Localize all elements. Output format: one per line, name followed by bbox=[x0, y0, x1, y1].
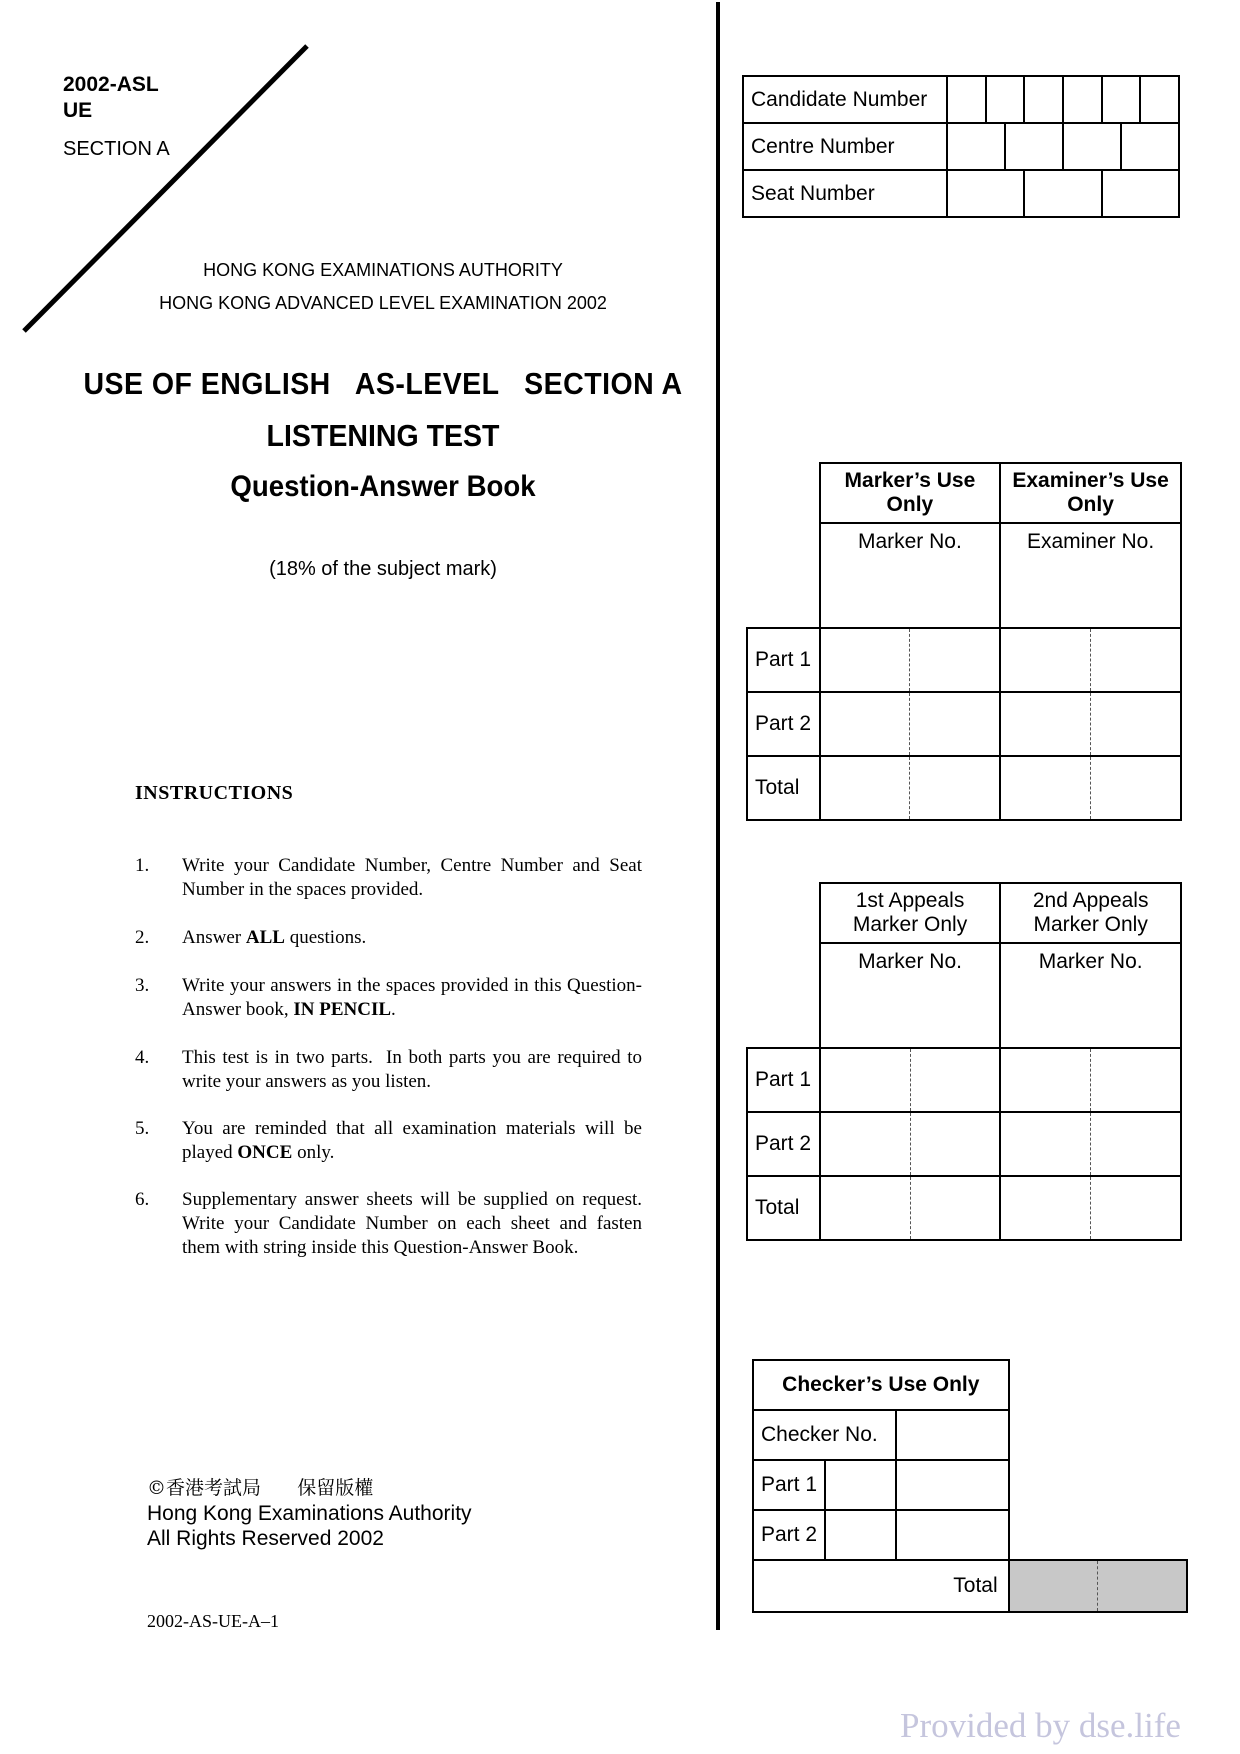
appeals-marker-no-cell[interactable] bbox=[820, 943, 1001, 1048]
seat-number-label: Seat Number bbox=[743, 170, 947, 217]
candidate-number-label: Candidate Number bbox=[743, 76, 947, 123]
row-label: Part 2 bbox=[747, 692, 820, 756]
candidate-number-box[interactable] bbox=[1063, 76, 1102, 123]
centre-number-box[interactable] bbox=[1006, 124, 1064, 169]
score-cell[interactable] bbox=[1091, 1176, 1181, 1240]
score-cell[interactable] bbox=[910, 1112, 1000, 1176]
checker-no-cell[interactable] bbox=[896, 1410, 1008, 1460]
seat-number-box[interactable] bbox=[948, 171, 1025, 216]
checker-cell[interactable] bbox=[896, 1460, 1008, 1510]
candidate-number-box[interactable] bbox=[1024, 76, 1063, 123]
row-label: Part 2 bbox=[747, 1112, 820, 1176]
checker-cell[interactable] bbox=[896, 1510, 1008, 1560]
score-cell[interactable] bbox=[1091, 692, 1181, 756]
candidate-number-box[interactable] bbox=[1102, 76, 1141, 123]
score-cell[interactable] bbox=[910, 628, 1000, 692]
instruction-number: 1. bbox=[135, 855, 150, 876]
authority-line2: HONG KONG ADVANCED LEVEL EXAMINATION 2002 bbox=[159, 293, 607, 313]
score-cell[interactable] bbox=[1000, 1176, 1090, 1240]
centre-number-boxes bbox=[947, 123, 1179, 170]
score-cell[interactable] bbox=[1000, 692, 1090, 756]
score-cell[interactable] bbox=[1091, 1048, 1181, 1112]
examiner-no-label: Examiner No. bbox=[1026, 530, 1155, 553]
score-cell[interactable] bbox=[910, 756, 1000, 820]
centre-number-box[interactable] bbox=[1064, 124, 1122, 169]
score-cell[interactable] bbox=[1000, 756, 1090, 820]
appeals-marker-no-cell[interactable] bbox=[1000, 943, 1181, 1048]
watermark: Provided by dse.life bbox=[900, 1706, 1181, 1745]
seat-number-box[interactable] bbox=[1025, 171, 1102, 216]
copyright-line2: All Rights Reserved 2002 bbox=[147, 1527, 384, 1550]
instruction-number: 5. bbox=[135, 1118, 150, 1139]
instruction-text: Write your answers in the spaces provided in this Question-Answer book, IN PENCIL. bbox=[182, 975, 642, 1020]
score-cell[interactable] bbox=[1000, 1112, 1090, 1176]
candidate-number-box[interactable] bbox=[986, 76, 1025, 123]
checker-cell[interactable] bbox=[825, 1460, 896, 1510]
score-cell[interactable] bbox=[820, 692, 910, 756]
score-cell[interactable] bbox=[820, 628, 910, 692]
second-appeals-header: 2nd Appeals Marker Only bbox=[1000, 883, 1181, 943]
marker-no-label: Marker No. bbox=[858, 950, 962, 973]
candidate-info-table bbox=[742, 75, 1180, 218]
score-cell[interactable] bbox=[820, 1048, 910, 1112]
instruction-number: 6. bbox=[135, 1189, 150, 1210]
marker-examiner-table bbox=[746, 462, 1182, 821]
score-cell[interactable] bbox=[910, 1048, 1000, 1112]
score-cell[interactable] bbox=[1091, 628, 1181, 692]
vertical-divider bbox=[716, 2, 720, 1630]
exam-title: USE OF ENGLISH AS-LEVEL SECTION A bbox=[83, 366, 683, 401]
instruction-text: Write your Candidate Number, Centre Number and Seat Number in the spaces provided. bbox=[182, 855, 642, 900]
row-label: Total bbox=[747, 1176, 820, 1240]
subject-mark: (18% of the subject mark) bbox=[269, 558, 497, 580]
copyright-block bbox=[147, 1476, 472, 1551]
instruction-number: 2. bbox=[135, 927, 150, 948]
score-cell[interactable] bbox=[1000, 1048, 1090, 1112]
instruction-number: 4. bbox=[135, 1047, 150, 1068]
marker-no-label: Marker No. bbox=[857, 530, 962, 553]
row-label: Part 1 bbox=[747, 628, 820, 692]
book-title: Question-Answer Book bbox=[230, 470, 536, 503]
checker-use-header: Checker’s Use Only bbox=[753, 1360, 1009, 1410]
seat-number-boxes bbox=[947, 170, 1179, 217]
marker-use-header: Marker’s Use Only bbox=[820, 463, 1000, 523]
appeals-table bbox=[746, 882, 1182, 1241]
authority-line1: HONG KONG EXAMINATIONS AUTHORITY bbox=[203, 260, 563, 280]
section-label: SECTION A bbox=[63, 138, 170, 160]
paper-code-line1: 2002-ASL bbox=[63, 73, 159, 96]
paper-code-line2: UE bbox=[63, 99, 93, 122]
instruction-text: Supplementary answer sheets will be supplied on request. Write your Candidate Number on each sheet and fasten them with string inside this Question-Answer Book. bbox=[182, 1189, 642, 1258]
examiner-no-cell[interactable] bbox=[1000, 523, 1181, 628]
candidate-number-box[interactable] bbox=[947, 76, 986, 123]
row-label: Part 1 bbox=[753, 1460, 825, 1510]
row-label: Total bbox=[747, 756, 820, 820]
test-title: LISTENING TEST bbox=[266, 418, 500, 453]
copyright-chinese: ©香港考試局 保留版權 bbox=[147, 1477, 374, 1499]
total-shaded-cell[interactable] bbox=[1098, 1560, 1187, 1612]
centre-number-box[interactable] bbox=[948, 124, 1006, 169]
score-cell[interactable] bbox=[910, 1176, 1000, 1240]
centre-number-label: Centre Number bbox=[743, 123, 947, 170]
candidate-number-box[interactable] bbox=[1140, 76, 1179, 123]
row-label: Part 1 bbox=[747, 1048, 820, 1112]
score-cell[interactable] bbox=[1091, 756, 1181, 820]
instruction-number: 3. bbox=[135, 975, 150, 996]
checker-table bbox=[752, 1359, 1188, 1613]
row-label: Part 2 bbox=[753, 1510, 825, 1560]
score-cell[interactable] bbox=[1000, 628, 1090, 692]
score-cell[interactable] bbox=[820, 1112, 910, 1176]
instruction-text: Answer ALL questions. bbox=[182, 927, 367, 948]
total-shaded-cell[interactable] bbox=[1009, 1560, 1098, 1612]
marker-no-label: Marker No. bbox=[1038, 950, 1143, 973]
centre-number-box[interactable] bbox=[1122, 124, 1178, 169]
score-cell[interactable] bbox=[910, 692, 1000, 756]
instruction-text: This test is in two parts. In both parts you are required to write your answers as you listen. bbox=[182, 1047, 642, 1092]
instructions-heading: INSTRUCTIONS bbox=[135, 782, 294, 804]
first-appeals-header: 1st Appeals Marker Only bbox=[820, 883, 1001, 943]
page-code: 2002-AS-UE-A–1 bbox=[147, 1611, 279, 1631]
seat-number-box[interactable] bbox=[1103, 171, 1178, 216]
examiner-use-header: Examiner’s Use Only bbox=[1000, 463, 1181, 523]
marker-no-cell[interactable] bbox=[820, 523, 1000, 628]
copyright-line1: Hong Kong Examinations Authority bbox=[147, 1502, 472, 1525]
instruction-text: You are reminded that all examination materials will be played ONCE only. bbox=[182, 1118, 642, 1163]
checker-total-label bbox=[753, 1560, 1009, 1612]
checker-no-label: Checker No. bbox=[753, 1410, 896, 1460]
total-label: Total bbox=[953, 1574, 998, 1597]
checker-cell[interactable] bbox=[825, 1510, 896, 1560]
score-cell[interactable] bbox=[820, 1176, 910, 1240]
score-cell[interactable] bbox=[820, 756, 910, 820]
score-cell[interactable] bbox=[1091, 1112, 1181, 1176]
